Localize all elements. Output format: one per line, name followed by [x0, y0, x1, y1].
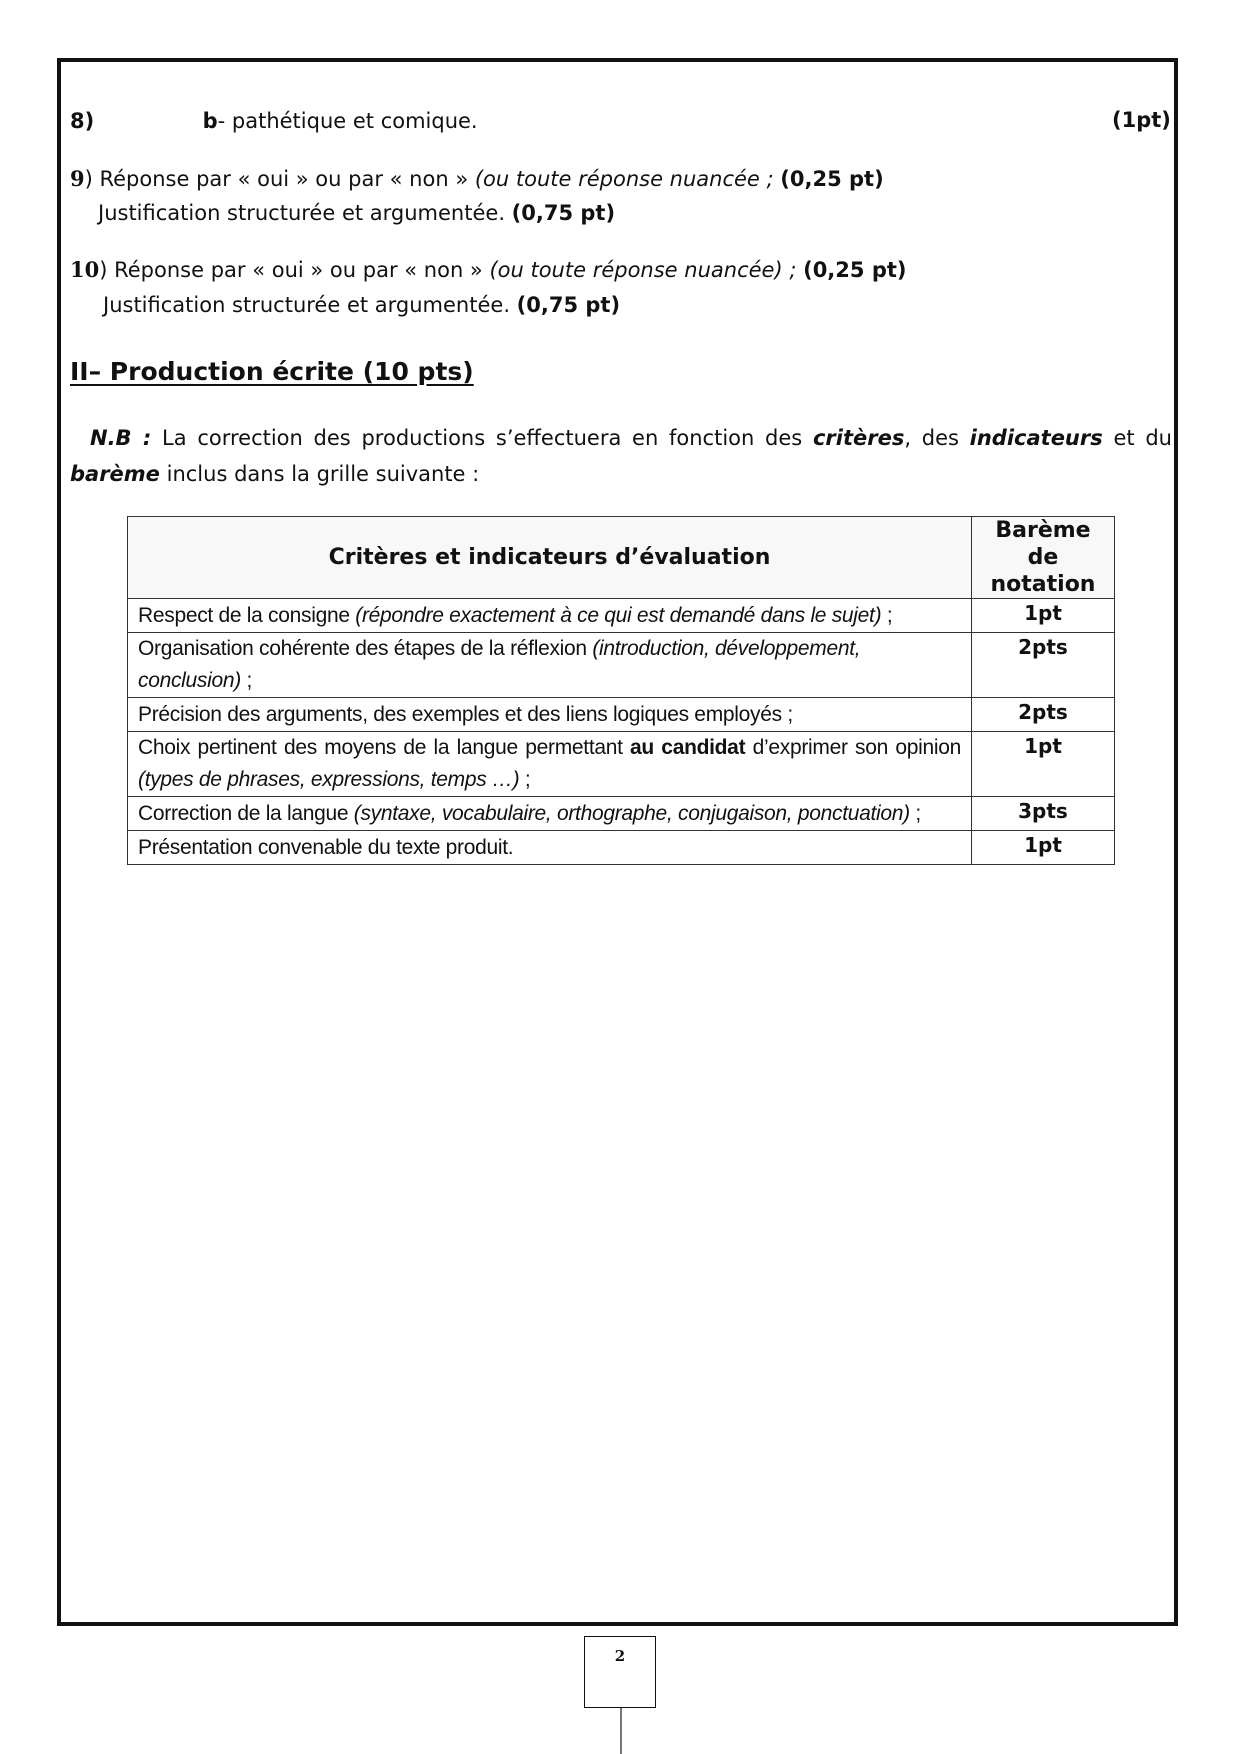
nb-text-3: et du [1102, 426, 1172, 450]
answer-9-points-b: (0,75 pt) [511, 201, 616, 225]
criterion-bold: au candidat [630, 736, 746, 759]
criterion-text: Organisation cohérente des étapes de la réflexion [138, 637, 593, 660]
header-scale: Barème de notation [972, 517, 1115, 599]
table-row [128, 698, 1115, 732]
criterion-cell [128, 698, 972, 732]
criterion-text: Présentation convenable du texte produit. [138, 835, 514, 859]
criterion-tail: ; [519, 768, 531, 791]
criterion-cell [128, 633, 972, 698]
points-cell: 2pts [972, 633, 1115, 698]
section-heading: II– Production écrite (10 pts) [70, 357, 474, 386]
criterion-text: Choix pertinent des moyens de la langue permettant [138, 736, 631, 759]
criterion-tail: ; [240, 669, 252, 692]
answer-9-justification: Justification structurée et argumentée. [98, 201, 512, 225]
evaluation-grid [127, 516, 1115, 865]
answer-8-number: 8) [70, 109, 95, 133]
page-number: 2 [614, 1647, 626, 1665]
answer-10-justification: Justification structurée et argumentée. [103, 293, 517, 317]
answer-8 [70, 108, 478, 134]
points-cell: 1pt [972, 732, 1115, 797]
nb-keyword-criteres: critères [812, 426, 905, 450]
answer-9-text: ) Réponse par « oui » ou par « non » [84, 167, 475, 191]
footer-connector-line [620, 1708, 622, 1754]
criterion-text: Correction de la langue [138, 801, 354, 825]
answer-10-text: ) Réponse par « oui » ou par « non » [99, 258, 490, 282]
points-cell: 3pts [972, 797, 1115, 831]
table-row [128, 831, 1115, 865]
criterion-cell [128, 831, 972, 865]
answer-10-number: 10 [70, 257, 100, 282]
criterion-cell [128, 797, 972, 831]
header-criteria: Critères et indicateurs d’évaluation [128, 517, 972, 599]
answer-8-points: (1pt) [1112, 108, 1171, 132]
answer-9-points-a: (0,25 pt) [780, 167, 884, 191]
criterion-cell [128, 732, 972, 797]
points-cell: 2pts [972, 698, 1115, 732]
answer-9-number: 9 [70, 166, 85, 191]
criterion-text: Respect de la consigne [138, 603, 356, 627]
answer-9-line2 [98, 200, 615, 226]
table-row [128, 633, 1115, 698]
answer-9-italic: (ou toute réponse nuancée ; [474, 167, 781, 191]
criterion-text-2: d’exprimer son opinion [745, 736, 961, 759]
nb-keyword-bareme: barème [70, 462, 160, 486]
answer-8-letter: b [202, 109, 218, 133]
nb-paragraph [70, 420, 1172, 492]
criterion-detail: (types de phrases, expressions, temps …) [138, 768, 520, 791]
answer-10-line2 [103, 292, 620, 318]
answer-10-italic: (ou toute réponse nuancée) ; [489, 258, 804, 282]
criterion-cell [128, 599, 972, 633]
criterion-detail: (syntaxe, vocabulaire, orthographe, conjugaison, ponctuation) [353, 801, 910, 825]
criterion-tail: ; [881, 603, 893, 627]
nb-text-4: inclus dans la grille suivante : [159, 462, 480, 486]
nb-label: N.B : [90, 426, 152, 450]
criterion-detail: (introduction, développement, conclusion) [138, 637, 861, 692]
answer-10-line1 [70, 257, 906, 283]
points-cell: 1pt [972, 599, 1115, 633]
nb-keyword-indicateurs: indicateurs [969, 426, 1103, 450]
criterion-tail: ; [909, 801, 921, 825]
answer-10-points-a: (0,25 pt) [803, 258, 907, 282]
answer-9-line1 [70, 166, 884, 192]
answer-10-points-b: (0,75 pt) [516, 293, 621, 317]
table-row [128, 797, 1115, 831]
nb-text-2: , des [904, 426, 970, 450]
nb-text-1: La correction des productions s’effectuera en fonction des [151, 426, 813, 450]
criterion-detail: (répondre exactement à ce qui est demandé dans le sujet) [355, 603, 882, 627]
table-row [128, 599, 1115, 633]
criterion-text: Précision des arguments, des exemples et des liens logiques employés ; [138, 702, 793, 726]
table-row [128, 732, 1115, 797]
points-cell: 1pt [972, 831, 1115, 865]
page-number-box [584, 1636, 656, 1708]
answer-8-text: - pathétique et comique. [217, 109, 478, 133]
